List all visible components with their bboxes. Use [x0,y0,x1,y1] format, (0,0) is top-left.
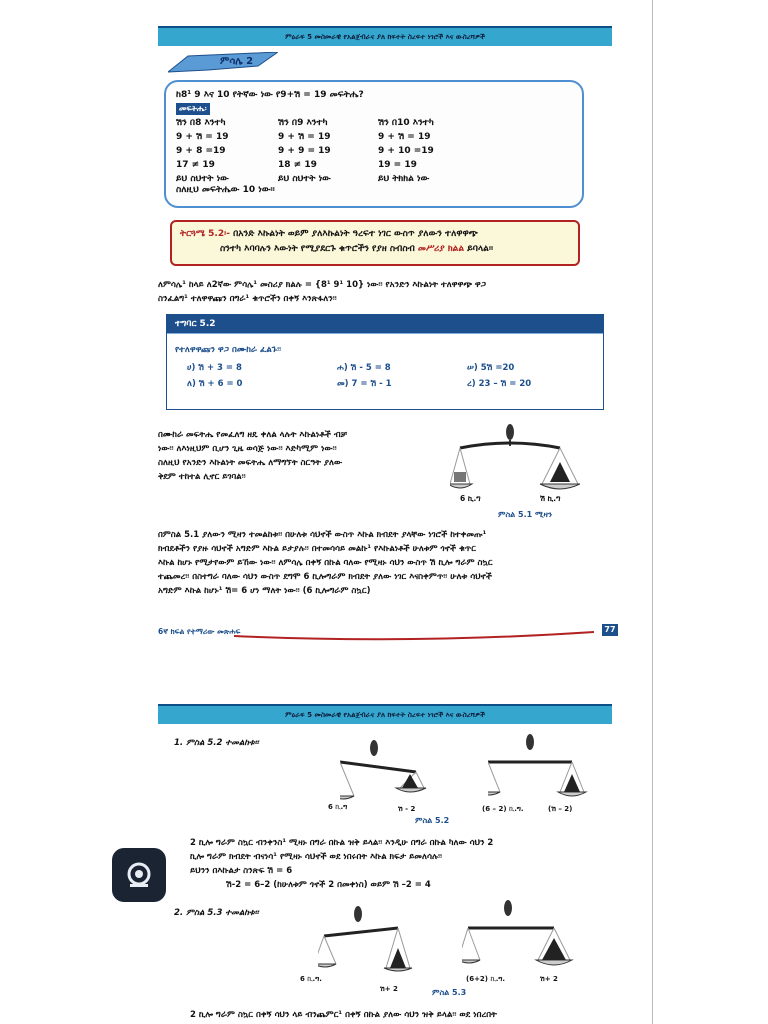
col2-line: ይህ ስህተት ነው [278,174,331,184]
col1-line: 9 + ሽ = 19 [176,132,229,142]
app-logo-button[interactable] [112,848,166,902]
paragraph-line: በሙከራ መፍትሔ የመፈለግ ዘዴ ቀለል ላሉት እኩልነቶች ብቻ [158,430,348,440]
item2-paragraph: 2 ኪሎ ግራም ስኳር በቀኝ ሳህን ላይ ብንጨምር¹ በቀኝ በኩል ያለው ሳህን ዝቅ ይላል፡፡ ወደ ነበረበት [190,1010,497,1020]
fig52-label: 6 ኪ.ግ [328,803,348,811]
footer-book-title: 6ኛ ክፍል የተማሪው መጽሐፍ [158,627,241,636]
example-conclusion: ስለዚህ መፍትሔው 10 ነው፡፡ [176,185,275,195]
item1-title: 1. ምስል 5.2 ተመልከቱ፡፡ [174,738,259,748]
col2-line: 9 + ሽ = 19 [278,132,331,142]
paragraph-line: ቅደም ተከተል ሊኖር ይገባል፡፡ [158,472,246,482]
col1-line: 17 ≠ 19 [176,160,215,170]
fig53-caption: ምስል 5.3 [432,988,467,997]
page-number: 77 [602,624,618,636]
page-77 [150,0,620,660]
page-78 [150,690,620,1024]
paragraph-line: ይህንን በእኩልታ ስንጽፍ ሽ = 6 [190,866,293,876]
footer-swoosh [234,630,594,642]
fig51-right-label: ሽ ኪ.ግ [540,494,561,503]
balance-icon [318,906,418,976]
example-tag-label: ምሳሌ 2 [220,56,254,67]
activity-item: ሐ) ሽ - 5 = 8 [337,363,391,373]
activity-item: ለ) ሽ + 6 = 0 [187,379,243,389]
col3-line: ሽን በ10 እንተካ [378,118,434,128]
paragraph-line: በምስል 5.1 ያለውን ሚዛን ተመልከቱ፡፡ በሁለቱ ሳህኖች ውስጥ እኩል ክብደት ያላቸው ነገሮች ከተቀመጡ¹ [158,530,487,540]
col1-line: 9 + 8 =19 [176,146,226,156]
app-logo-icon [124,860,154,890]
example-tag [168,52,268,74]
balance-icon [488,734,598,804]
balance-icon [462,900,582,974]
definition-box [170,220,580,266]
fig52-label: (ሽ – 2) [548,805,573,813]
paragraph-line: ተጨመረ፡፡ በስተግራ ባለው ሳህን ውስጥ ደግሞ 6 ኪሎግራም ክብደት ያለው ነገር እናስቀምጥ፡፡ ሁለቱ ሳህኖች [158,572,492,582]
definition-line1: በአንድ እኩልነት ወይም ያለእኩልነት ዓረፍተ ነገር ውስጥ ያለውን ተለዋዋጭ [233,229,478,239]
page-edge-divider [652,0,653,1024]
activity-instruction: የተለዋዋጩን ዋጋ በሙከራ ፈልጉ፡፡ [175,345,282,355]
activity-item: ሀ) ሽ + 3 = 8 [187,363,242,373]
fig52-label: (6 – 2) ኪ.ግ. [482,805,524,813]
fig53-label: ሽ+ 2 [380,985,398,993]
example-box [164,80,584,208]
solution-column-3 [378,116,508,186]
col2-line: ሽን በ9 እንተካ [278,118,328,128]
activity-item: መ) 7 = ሽ - 1 [337,379,392,389]
fig52-label: ሽ - 2 [398,805,416,813]
activity-item: ሠ) 5ሽ =20 [467,363,515,373]
activity-title: ተግባር 5.2 [167,315,603,334]
paragraph-line: ክብደቶችን የያዙ ሳህኖች አግድም እኩል ይታያሉ፡፡ በተመሳሳይ መልኩ¹ የእኩልነቶች ሁለቱም ጎኖች ቁጥር [158,544,476,554]
fig51-caption: ምስል 5.1 ሚዛን [498,510,553,519]
balance-icon [340,740,460,804]
definition-line2: ስንተካ እባባሉን እውነት የሚያደርጉ ቁጥሮችን የያዘ ስብስብ [220,244,415,254]
chapter-header: ምዕራፍ 5 መስመራዊ የአልጀብራና ያለ ክፍተት ስረፍተ ነገሮች እና ውስረሻዎች [158,26,612,46]
activity-item: ረ) 23 – ሽ = 20 [467,379,532,389]
paragraph-line: ነው፡፡ ለእነዚህም ቢሆን ጊዜ ወሳጅ ነው፡፡ እድካሚም ነው፡፡ [158,444,337,454]
col3-line: 9 + 10 =19 [378,146,434,156]
fig52-caption: ምስል 5.2 [415,816,450,825]
fig53-label: (6+2) ኪ.ግ. [466,975,506,983]
paragraph-line: ስንፈልግ¹ ተለዋዋጩን በግራ¹ ቁጥሮችን በቀኝ እንጽፋለን፡፡ [158,294,337,304]
definition-term: ትርጓሜ 5.2፡- [180,229,230,239]
fig51-left-label: 6 ኪ.ግ [460,494,481,503]
paragraph-line: ሽ-2 = 6–2 (ከሁለቱም ጎኖች 2 በመቀነስ) ወይም ሽ –2 = 4 [226,880,431,890]
scale-paragraph [158,528,618,598]
paragraph-line: ኪሎ ግራም ክብደት ብናነሳ¹ የሚዛኑ ሳህኖች ወደ ነበሩበት እኩል ክፍታ ይመለሳሉ፡፡ [190,852,443,862]
paragraph-line: ለምሳሌ¹ ከላይ ለ2ኛው ምሳሌ¹ መስሪያ ክልሉ = {8¹ 9¹ 10} ነው፡፡ የአንድን እኩልነት ተለዋዋጭ ዋጋ [158,280,486,290]
item2-title: 2. ምስል 5.3 ተመልከቱ፡፡ [174,908,259,918]
fig53-label: ሽ+ 2 [540,975,558,983]
method-paragraph [158,428,448,484]
col3-line: ይህ ትክክል ነው [378,174,430,184]
col3-line: 19 = 19 [378,160,417,170]
col1-line: ሽን በ8 እንተካ [176,118,226,128]
paragraph-line: አግድም እኩል ከሆኑ¹ ሽ= 6 ሆነ ማለት ነው፡፡ (6 ኪሎግራም ስኳር) [158,586,371,596]
col2-line: 9 + 9 = 19 [278,146,331,156]
fig53-label: 6 ኪ.ግ. [300,975,322,983]
definition-highlight: መሥሪያ ክልል [417,244,465,254]
chapter-header: ምዕራፍ 5 መስመራዊ የአልጀብራና ያለ ክፍተት ስረፍተ ነገሮች እና ውስረሻዎች [158,704,612,724]
col1-line: ይህ ስህተት ነው [176,174,229,184]
paragraph-line: ስለዚህ የአንድን እኩልነት መፍትሔ ለማግኘት ስርዓት ያለው [158,458,343,468]
intro-paragraph [158,278,608,306]
example-question: ከ8¹ 9 እና 10 የትኛው ነው የ9+ሽ = 19 መፍትሔ? [176,90,364,100]
paragraph-line: እኩል ከሆኑ የሚታየውም ይኸው ነው፡፡ ለምሳሌ በቀኝ በኩል ባለው የሚዛኑ ሳህን ውስጥ ሽ ኪሎ ግራም ስኳር [158,558,493,568]
paragraph-line: 2 ኪሎ ግራም ስኳር ብንቀንስ¹ ሚዛኑ በግራ በኩል ዝቅ ይላል፡፡ እንዲሁ በግራ በኩል ካለው ሳህን 2 [190,838,494,848]
definition-line2-end: ይባላል፡፡ [467,244,494,254]
solution-label: መፍትሔ፡ [176,103,210,115]
col3-line: 9 + ሽ = 19 [378,132,431,142]
item1-paragraph [190,836,620,892]
activity-box [166,314,604,410]
col2-line: 18 ≠ 19 [278,160,317,170]
